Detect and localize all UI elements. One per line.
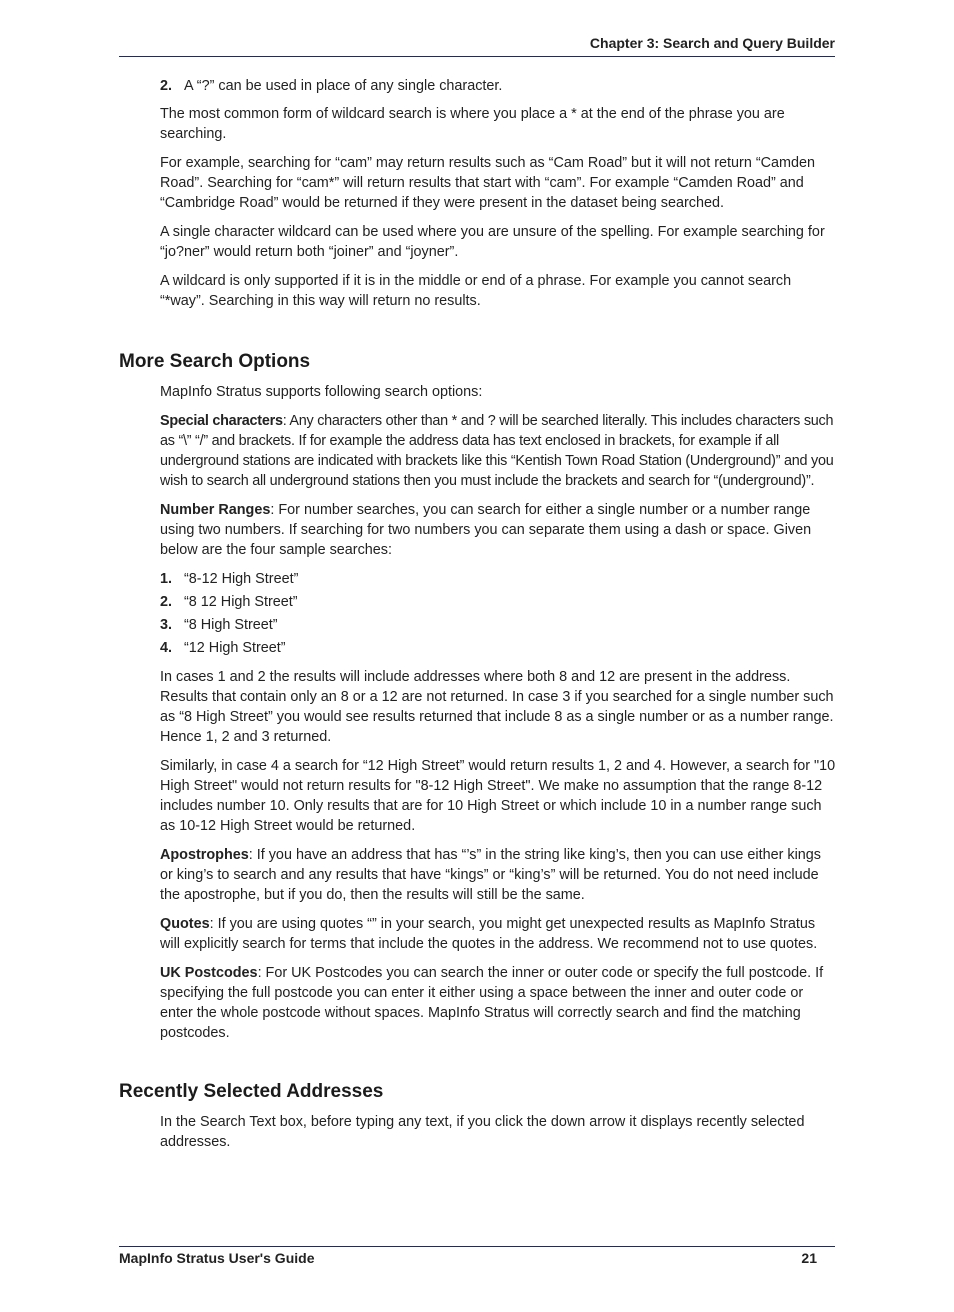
paragraph: A single character wildcard can be used where you are unsure of the spelling. For example searching for “jo?ner” would return both “joiner” and “joyner”.: [160, 224, 825, 260]
list-item: [160, 592, 836, 612]
term-label: Special characters: [160, 413, 283, 429]
paragraph: MapInfo Stratus supports following search options:: [160, 384, 483, 400]
list-text: “8-12 High Street”: [184, 571, 299, 587]
chapter-title: Chapter 3: Search and Query Builder: [589, 35, 835, 51]
page-header: [119, 34, 835, 57]
list-number: 4.: [160, 640, 173, 656]
paragraph: In cases 1 and 2 the results will include addresses where both 8 and 12 are present in the address. Results that contain only an 8 or a 12 are not returned. In case 3 if you searched for a single number such as “8 High Street” you would see results returned that include 8 as a single number or as a number range. Hence 1, 2 and 3 returned.: [160, 669, 834, 745]
quotes-paragraph: [160, 914, 836, 954]
list-item: [160, 615, 836, 635]
term-text: : For UK Postcodes you can search the inner or outer code or specify the full postcode. If specifying the full postcode you can enter it either using a space between the inner and outer code or enter the whole postcode without spaces. MapInfo Stratus will correctly search and find the matching postcodes.: [160, 965, 824, 1041]
list-text: “12 High Street”: [184, 640, 286, 656]
list-text: A “?” can be used in place of any single character.: [184, 78, 503, 94]
wildcard-list: [160, 76, 836, 96]
term-text: : For number searches, you can search for either a single number or a number range using two numbers. If searching for two numbers you can separate them using a dash or space. Given below are the four sample searches:: [160, 502, 812, 558]
list-number: 1.: [160, 571, 173, 587]
paragraph: For example, searching for “cam” may return results such as “Cam Road” but it will not return “Camden Road”. Searching for “cam*” will return results that start with “cam”. For example “Camden Road” and “Cambridge Road” would be returned if they were present in the dataset being searched.: [160, 155, 816, 211]
term-label: Apostrophes: [160, 847, 249, 863]
uk-postcodes-paragraph: [160, 963, 836, 1043]
term-text: : Any characters other than * and ? will be searched literally. This includes characters such as “\” “/” and brackets. If for example the address data has text enclosed in brackets, for example if all underground stations are indicated with brackets like this “Kentish Town Road Station (Underground)” and you wish to search all underground stations then you must include the brackets and search for “(underground)”.: [160, 413, 834, 489]
page-body: [119, 76, 836, 1161]
special-characters-paragraph: [160, 411, 836, 491]
list-text: “8 12 High Street”: [184, 594, 298, 610]
list-item: [160, 569, 836, 589]
term-text: : If you are using quotes “” in your search, you might get unexpected results as MapInfo Stratus will explicitly search for terms that include the quotes in the address. We recommend not to use quotes.: [160, 916, 818, 952]
paragraph: A wildcard is only supported if it is in the middle or end of a phrase. For example you cannot search “*way”. Searching in this way will return no results.: [160, 273, 792, 309]
list-number: 2.: [160, 78, 173, 94]
page-number: 21: [801, 1250, 817, 1266]
sample-search-list: [160, 569, 836, 658]
number-ranges-paragraph: [160, 500, 836, 560]
list-number: 2.: [160, 594, 173, 610]
term-label: Number Ranges: [160, 502, 271, 518]
list-item: [160, 76, 836, 96]
term-label: Quotes: [160, 916, 210, 932]
section-heading-more-search-options: More Search Options: [119, 351, 311, 372]
guide-title: MapInfo Stratus User's Guide: [119, 1250, 315, 1266]
list-item: [160, 638, 836, 658]
list-number: 3.: [160, 617, 173, 633]
list-text: “8 High Street”: [184, 617, 278, 633]
paragraph: In the Search Text box, before typing any text, if you click the down arrow it displays recently selected addresses.: [160, 1114, 805, 1150]
paragraph: The most common form of wildcard search is where you place a * at the end of the phrase you are searching.: [160, 106, 785, 142]
term-text: : If you have an address that has “’s” in the string like king’s, then you can use either kings or king’s to search and any results that have “kings” or “king’s” will be returned. You do not need include the apostrophe, but if you do, then the results will still be the same.: [160, 847, 821, 903]
paragraph: Similarly, in case 4 a search for “12 High Street” would return results 1, 2 and 4. However, a search for "10 High Street" would not return results for "8-12 High Street". We make no assumption that the range 8-12 includes number 10. Only results that are for 10 High Street or which include 10 in a number range such as 10-12 High Street would be returned.: [160, 758, 836, 834]
apostrophes-paragraph: [160, 845, 836, 905]
section-heading-recently-selected-addresses: Recently Selected Addresses: [119, 1081, 384, 1102]
page-footer: [119, 1246, 835, 1269]
term-label: UK Postcodes: [160, 965, 258, 981]
